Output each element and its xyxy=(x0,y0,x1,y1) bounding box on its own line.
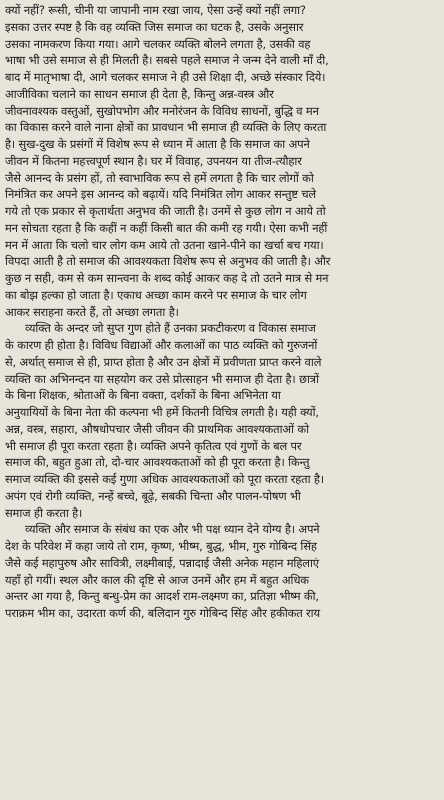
text-line: भी समाज ही पूरा करता रहता है। व्यक्ति अपने कृतित्व एवं गुणों के बल पर xyxy=(5,438,302,453)
text-line: जैसे कई महापुरुष और सावित्री, लक्ष्मीबाई, पन्नादाई जैसी अनेक महान महिलाएं xyxy=(5,555,319,570)
text-line: अन्तर आ गया है, किन्तु बन्धु-प्रेम का आदर्श राम-लक्ष्मण का, प्रतिज्ञा भीष्म की, xyxy=(5,589,319,604)
text-line: आजीविका चलाने का साधन समाज ही देता है, किन्तु अन्न-वस्त्र और xyxy=(5,86,274,101)
text-line: जीवन में कितना महत्त्वपूर्ण स्थान है। घर में विवाह, उपनयन या तीज-त्यौहार xyxy=(5,153,302,168)
paragraph-2 xyxy=(5,320,440,521)
text-line: समाज ही करता है। xyxy=(5,505,83,520)
text-line: समाज व्यक्ति की इससे कई गुणा अधिक आवश्यकताओं को पूरा करता रहता है। xyxy=(5,472,324,486)
text-line: समाज की, बहुत हुआ तो, दो-चार आवश्यकताओं को ही पूरा करता है। किन्तु xyxy=(5,455,310,470)
text-line: व्यक्ति का अभिनन्दन या सहयोग कर उसे प्रोत्साहन भी समाज ही देता है। छात्रों xyxy=(5,371,319,386)
text-line: निमंत्रित कर अपने इस आनन्द को बढ़ायें। यदि निमंत्रित लोग आकर सन्तुष्ट चले xyxy=(5,187,316,202)
text-line: के बिना शिक्षक, श्रोताओं के बिना वक्ता, दर्शकों के बिना अभिनेता या xyxy=(5,388,281,403)
text-line: आकर सराहना करते हैं, तो अच्छा लगता है। xyxy=(5,304,179,319)
text-line: उसका नामकरण किया गया। आगे चलकर व्यक्ति बोलने लगता है, उसकी वह xyxy=(5,36,311,51)
text-line: बाद में मातृभाषा दी, आगे चलकर समाज ने ही उसे शिक्षा दी, अच्छे संस्कार दिये। xyxy=(5,70,326,84)
text-line: अन्न, वस्त्र, सहारा, औषधोपचार जैसी जीवन की प्राथमिक आवश्यकताओं को xyxy=(5,421,309,436)
text-line: व्यक्ति और समाज के संबंध का एक और भी पक्ष ध्यान देने योग्य है। अपने xyxy=(25,522,320,537)
text-line: इसका उत्तर स्पष्ट है कि वह व्यक्ति जिस समाज का घटक है, उसके अनुसार xyxy=(5,19,304,34)
text-line: व्यक्ति के अन्दर जो सुप्त गुण होते हैं उनका प्रकटीकरण व विकास समाज xyxy=(25,321,316,336)
text-line: भाषा भी उसे समाज से ही मिलती है। सबसे पहले समाज ने जन्म देने वाली माँ दी, xyxy=(5,53,329,68)
text-line: यहाँ हो गयीं। स्थल और काल की दृष्टि से आज उनमें और हम में बहुत अधिक xyxy=(5,572,309,587)
text-line: जीवनावश्यक वस्तुओं, सुखोपभोग और मनोरंजन के विविध साधनों, बुद्धि व मन xyxy=(5,103,319,118)
text-line: देश के परिवेश में कहा जाये तो राम, कृष्ण, भीष्म, बुद्ध, भीम, गुरु गोबिन्द सिंह xyxy=(5,539,317,553)
text-line: मन सोचता रहता है कि कहीं न कहीं किसी बात की कमी रह गयी। ऐसा कभी नहीं xyxy=(5,220,328,235)
text-line: से, अर्थात् समाज से ही, प्राप्त होता है और उन क्षेत्रों में प्रवीणता प्राप्त करने वाले xyxy=(5,354,322,369)
text-line: मन में आता कि चलो चार लोग कम आये तो उतना खाने-पीने का खर्चा बच गया। xyxy=(5,237,324,252)
text-line: का विकास करने वाले नाना क्षेत्रों का प्रावधान भी समाज ही व्यक्ति के लिए करता xyxy=(5,120,327,135)
text-line: अपंग एवं रोगी व्यक्ति, नन्हें बच्चे, बूढ़े, सबकी चिन्ता और पालन-पोषण भी xyxy=(5,488,301,503)
text-line: क्यों नहीं? रूसी, चीनी या जापानी नाम रखा जाय, ऐसा उन्हें क्यों नहीं लगा? xyxy=(5,3,306,17)
paragraph-3 xyxy=(5,521,440,622)
text-line: के कारण ही होता है। विविध विद्याओं और कलाओं का पाठ व्यक्ति को गुरुजनों xyxy=(5,338,318,352)
text-line: का बोझ हल्का हो जाता है। एकाध अच्छा काम करने पर समाज के चार लोग xyxy=(5,287,307,302)
text-line: है। सुख-दुख के प्रसंगों में विशेष रूप से ध्यान में आता है कि समाज का अपने xyxy=(5,137,310,151)
paragraph-1 xyxy=(5,2,440,320)
text-line: अनुयायियों के बिना नेता की कल्पना भी हमें कितनी विचित्र लगती है। यही क्यों, xyxy=(5,405,319,419)
text-line: विपदा आती है तो समाज की आवश्यकता विशेष रूप से अनुभव की जाती है। और xyxy=(5,254,331,269)
text-line: पराक्रम भीम का, उदारता कर्ण की, बलिदान गुरु गोबिन्द सिंह और हकीकत राय xyxy=(5,606,320,620)
text-line: कुछ न सही, कम से कम सान्त्वना के शब्द कोई आकर कह दे तो उतने मात्र से मन xyxy=(5,271,329,285)
text-line: जैसे आनन्द के प्रसंग हों, तो स्वाभाविक रूप से हमें लगता है कि चार लोगों को xyxy=(5,170,314,185)
text-line: गये तो एक प्रकार से कृतार्थता अनुभव की जाती है। उनमें से कुछ लोग न आये तो xyxy=(5,204,326,218)
